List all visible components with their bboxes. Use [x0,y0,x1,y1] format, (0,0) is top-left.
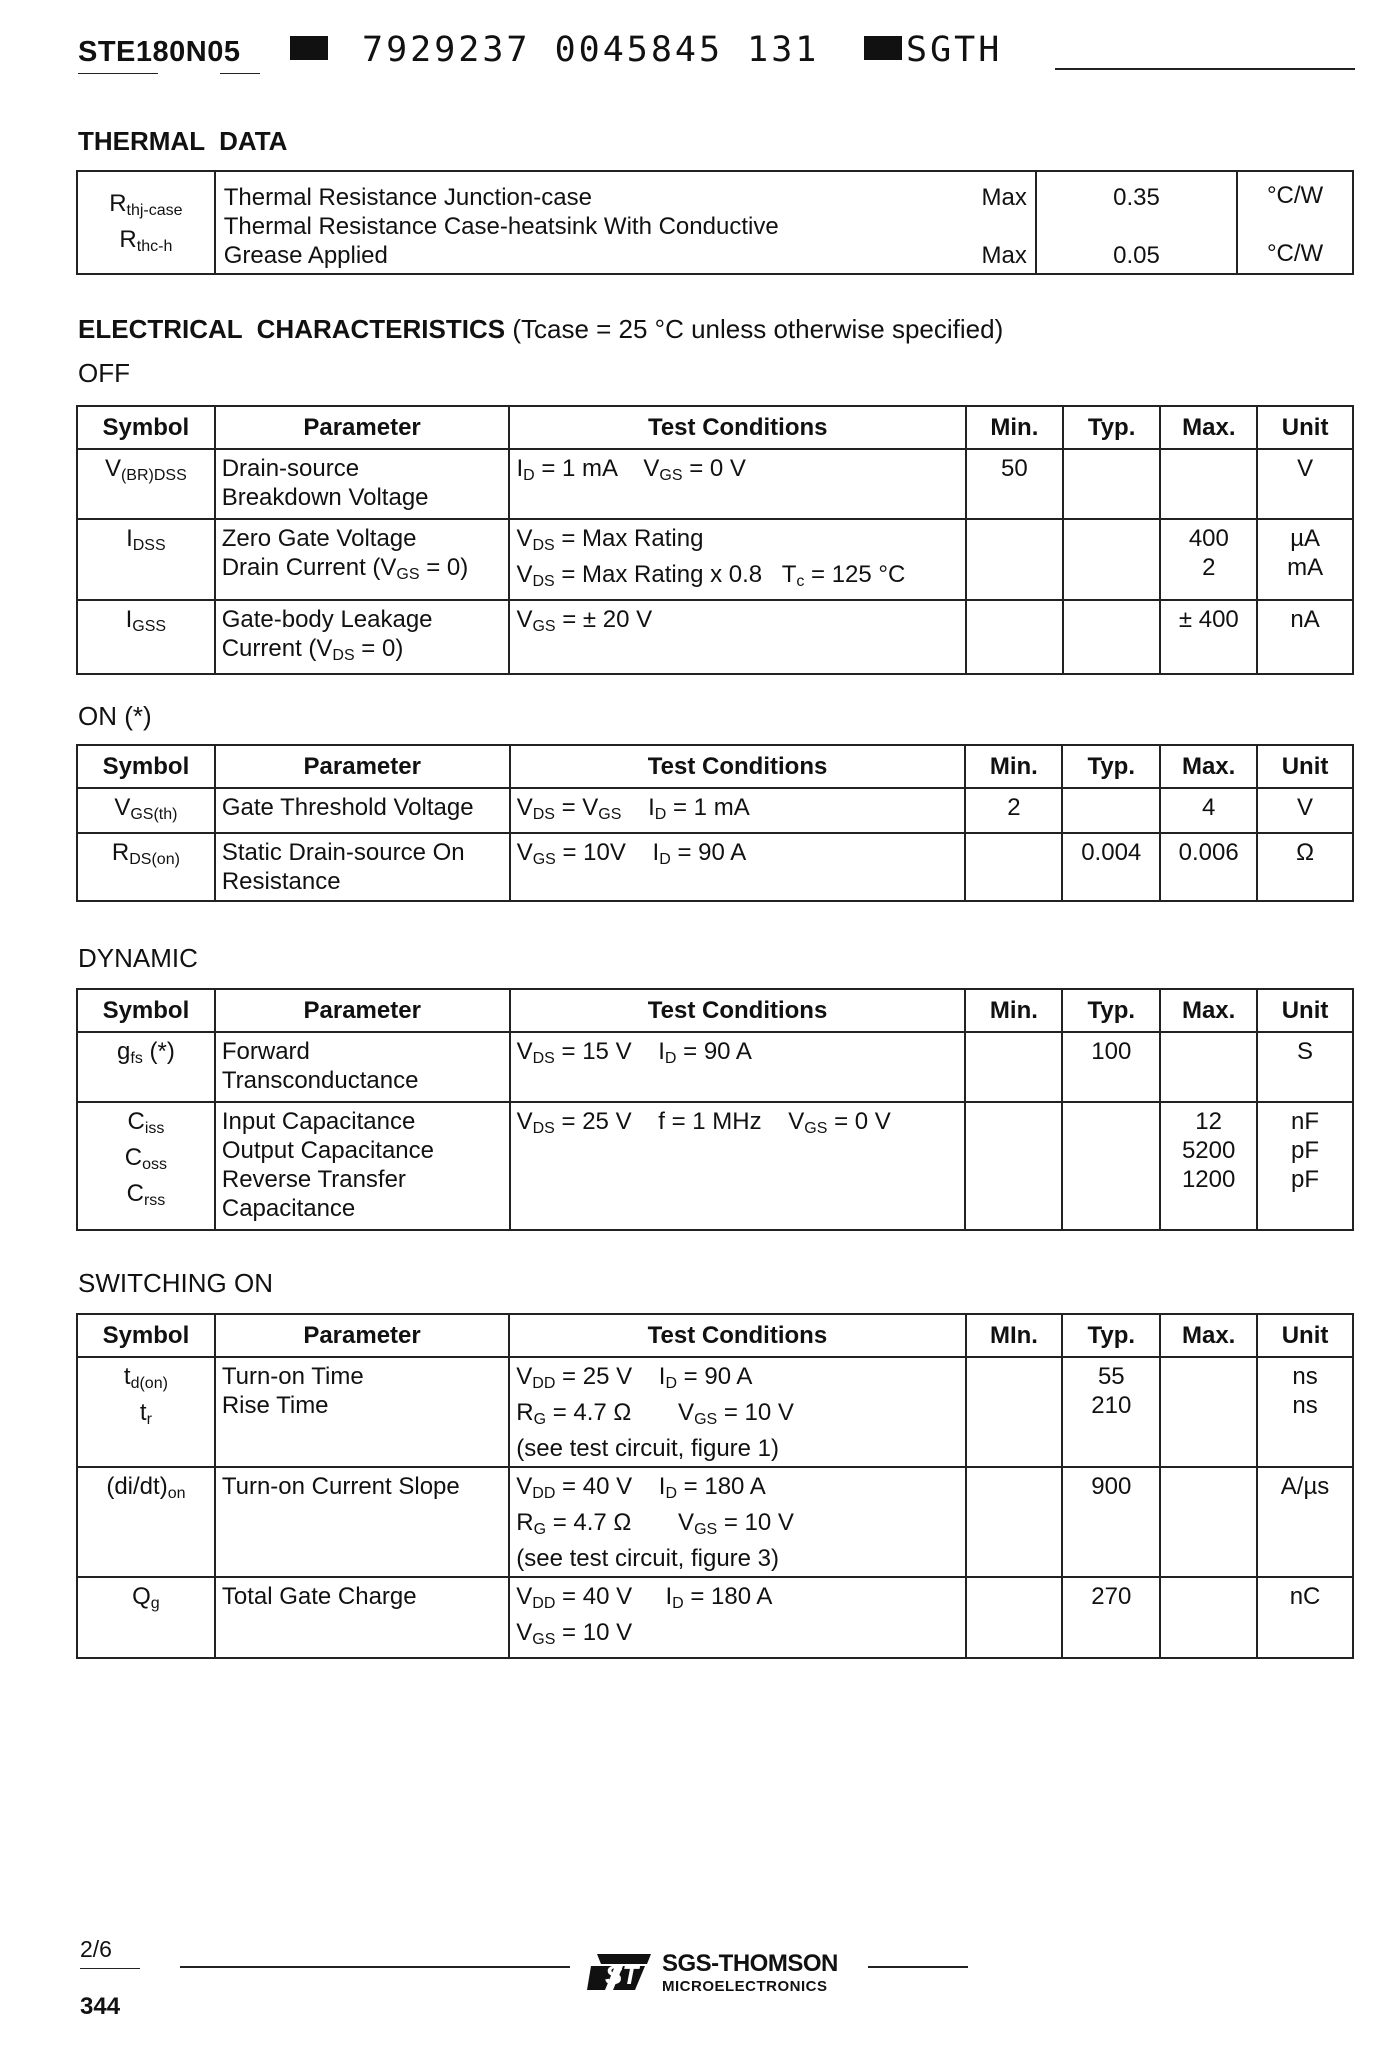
table-header-row [77,745,1353,788]
on-title: ON (*) [78,701,152,731]
col-header-unit: Unit [1257,406,1353,449]
min-value [965,1032,1062,1102]
typ-value: 0.004 [1062,833,1160,901]
param-line: Rise Time [221,1392,329,1419]
col-header-parameter: Parameter [215,1314,509,1357]
table-row [77,1032,1353,1102]
header-rule [1055,68,1355,70]
param-cell: Turn-on Current Slope [215,1467,509,1577]
col-header-parameter: Parameter [215,745,510,788]
min-value: 2 [965,788,1062,833]
thermal-values [1036,171,1237,274]
max-line: 12 [1195,1108,1222,1135]
col-header-max: Max. [1160,406,1257,449]
maker-code: SGTH [906,30,1003,70]
param-cell [215,449,510,519]
symbol-vgsth: $V_{GS(th)}$ [77,788,215,833]
min-value: 50 [966,449,1063,519]
symbol-switching-times [77,1357,215,1467]
max-value [1160,1357,1257,1467]
unit-value: Ω [1257,833,1353,901]
param-line: Resistance [221,868,341,895]
col-header-test: Test Conditions [510,989,966,1032]
test-line: $V_{DD} = 40$ V $I_D = 180$ A [516,1583,773,1612]
col-header-max: Max. [1160,989,1257,1032]
param-line: Current $(V_{DS} = 0)$ [221,635,404,664]
col-header-typ: Typ. [1063,406,1161,449]
symbol-tdon: $t_{d(on)}$ [123,1363,168,1392]
spacer [813,212,1027,241]
symbol-rthc-h: $R_{thc-h}$ [119,226,173,255]
header-underline-2 [220,73,260,74]
thermal-quals [805,171,1036,274]
test-cell [509,519,966,600]
footer-rule-left [180,1966,570,1968]
thermal-units [1237,171,1353,274]
col-header-test: Test Conditions [510,745,966,788]
min-value [966,1357,1063,1467]
max-value [1160,1577,1257,1658]
thermal-value-1: 0.35 [1113,184,1160,211]
dynamic-table [76,988,1354,1231]
param-cell: Total Gate Charge [215,1577,509,1658]
col-header-typ: Typ. [1062,745,1160,788]
thermal-qual-1: Max [981,184,1027,211]
thermal-row [77,171,1353,274]
param-cell: Gate Threshold Voltage [215,788,510,833]
typ-value: 100 [1062,1032,1160,1102]
on-table [76,744,1354,902]
typ-value: 270 [1062,1577,1160,1658]
symbol-vbrdss: $V_{(BR)DSS}$ [77,449,215,519]
max-line: 5200 [1181,1137,1236,1164]
test-line: $V_{DD} = 25$ V $I_D = 90$ A [516,1363,753,1392]
test-line: $V_{DS}$ = Max Rating [516,525,704,554]
off-title: OFF [78,358,130,388]
electrical-condition: (Tcase = 25 °C unless otherwise specified) [512,314,1004,344]
max-value [1160,1467,1257,1577]
col-header-parameter: Parameter [215,989,510,1032]
max-value: ± 400 [1160,600,1257,674]
unit-value [1257,1357,1353,1467]
table-header-row [77,406,1353,449]
col-header-min: Min. [965,989,1062,1032]
spacer [1045,212,1228,241]
table-row [77,1577,1353,1658]
col-header-symbol: Symbol [77,406,215,449]
param-line: Turn-on Time [221,1363,364,1390]
col-header-max: Max. [1160,1314,1257,1357]
test-line: $R_G = 4.7$ Ω $V_{GS} = 10$ V [516,1399,794,1428]
param-cell [215,519,510,600]
typ-value [1063,449,1161,519]
barcode-text: 7929237 0045845 131 [362,30,820,70]
thermal-param-1: Thermal Resistance Junction-case [223,184,592,211]
table-row [77,449,1353,519]
param-line: Breakdown Voltage [221,484,429,511]
param-line: Output Capacitance [221,1137,434,1164]
typ-value [1062,1357,1160,1467]
symbol-rthj-case: $R_{thj-case}$ [109,190,183,219]
col-header-parameter: Parameter [215,406,510,449]
max-value [1160,449,1257,519]
param-line: Zero Gate Voltage [221,525,417,552]
param-line: Gate-body Leakage [221,606,433,633]
min-value [966,519,1063,600]
col-header-symbol: Symbol [77,1314,215,1357]
symbol-gfs: $g_{fs}$ (*) [77,1032,215,1102]
test-line: (see test circuit, figure 3) [516,1545,780,1572]
symbol-didt: $(di/dt)_{on}$ [77,1467,215,1577]
switching-table [76,1313,1354,1659]
param-line: Transconductance [221,1067,419,1094]
typ-value: 900 [1062,1467,1160,1577]
header-black-block-2 [864,36,902,60]
test-cell [509,600,966,674]
table-row [77,1102,1353,1230]
param-line: Capacitance [221,1195,356,1222]
test-line: (see test circuit, figure 1) [516,1435,780,1462]
max-line: 1200 [1181,1166,1236,1193]
symbol-coss: $C_{oss}$ [124,1144,168,1173]
footer-page-number: 344 [80,1993,121,2020]
symbol-ciss: $C_{iss}$ [127,1108,165,1137]
thermal-param-3: Grease Applied [223,242,388,269]
test-line: $I_D = 1$ mA $V_{GS} = 0$ V [516,455,746,484]
test-cell [509,449,966,519]
param-cell [215,833,510,901]
min-value [966,1467,1063,1577]
switching-title: SWITCHING ON [78,1268,273,1298]
table-row [77,788,1353,833]
unit-line: pF [1291,1166,1320,1193]
unit-value [1257,1102,1353,1230]
col-header-symbol: Symbol [77,745,215,788]
test-line: $V_{DD} = 40$ V $I_D = 180$ A [516,1473,766,1502]
unit-line: mA [1287,554,1324,581]
param-line: Forward [221,1038,310,1065]
header-black-block-1 [290,36,328,60]
param-line: Drain-source [221,455,360,482]
electrical-title: ELECTRICAL CHARACTERISTICS [78,314,506,344]
test-line: $V_{GS}$ = ± 20 V [516,606,653,635]
table-header-row [77,1314,1353,1357]
thermal-unit-1: °C/W [1266,182,1324,209]
thermal-param-2: Thermal Resistance Case-heatsink With Conductive [223,213,779,240]
table-row [77,1467,1353,1577]
unit-line: nF [1291,1108,1320,1135]
max-line: 400 [1188,525,1229,552]
max-value: 0.006 [1160,833,1257,901]
max-line: 2 [1202,554,1216,581]
unit-value: nC [1257,1577,1353,1658]
thermal-title: THERMAL DATA [78,126,288,156]
table-row [77,600,1353,674]
col-header-test: Test Conditions [509,406,966,449]
max-value [1160,1032,1257,1102]
max-value [1160,519,1257,600]
typ-line: 210 [1091,1392,1132,1419]
symbol-rdson: $R_{DS(on)}$ [77,833,215,901]
typ-line: 55 [1097,1363,1125,1390]
st-logo-text: ST [605,1960,639,1990]
param-line: Reverse Transfer [221,1166,406,1193]
param-line: Input Capacitance [221,1108,416,1135]
header-underline-1 [78,73,158,74]
col-header-min: Min. [966,406,1063,449]
test-cell [509,1577,965,1658]
unit-value [1257,519,1353,600]
min-value [966,1577,1063,1658]
unit-line: ns [1292,1363,1318,1390]
test-cell [509,1357,965,1467]
unit-value: A/µs [1257,1467,1353,1577]
test-line: $V_{DS}$ = Max Rating x 0.8 $T_c = 125$ °C [516,561,906,590]
col-header-unit: Unit [1257,745,1353,788]
table-row [77,1357,1353,1467]
spacer [1246,210,1344,239]
param-line: Drain Current $(V_{GS} = 0)$ [221,554,469,583]
unit-value: V [1257,449,1353,519]
col-header-unit: Unit [1257,989,1353,1032]
table-row [77,519,1353,600]
thermal-qual-2: Max [981,242,1027,269]
st-logo [585,1950,657,1997]
brand-name: SGS-THOMSON [662,1950,838,1977]
unit-value: S [1257,1032,1353,1102]
footer-page-indicator: 2/6 [80,1936,112,1962]
brand-subtitle: MICROELECTRONICS [662,1978,828,1995]
col-header-typ: Typ. [1062,989,1160,1032]
unit-line: pF [1291,1137,1320,1164]
test-cell [509,1467,965,1577]
symbol-idss: $I_{DSS}$ [77,519,215,600]
footer-page-rule [80,1968,140,1969]
thermal-table [76,170,1354,275]
typ-value [1062,788,1160,833]
typ-value [1063,600,1161,674]
col-header-max: Max. [1160,745,1257,788]
col-header-symbol: Symbol [77,989,215,1032]
col-header-min: MIn. [966,1314,1063,1357]
min-value [965,1102,1062,1230]
col-header-unit: Unit [1257,1314,1353,1357]
col-header-typ: Typ. [1062,1314,1160,1357]
test-cell: $V_{DS} = 25$ V f = 1 MHz $V_{GS} = 0$ V [510,1102,966,1230]
param-cell [215,1357,509,1467]
electrical-heading [78,314,1003,345]
min-value [965,833,1062,901]
part-number: STE180N05 [78,36,241,68]
col-header-min: Min. [965,745,1062,788]
thermal-value-2: 0.05 [1113,242,1160,269]
symbol-tr: $t_r$ [139,1399,152,1428]
param-line: Static Drain-source On [221,839,465,866]
table-row [77,833,1353,901]
test-line: $V_{GS} = 10$ V [516,1619,633,1648]
typ-value [1063,519,1161,600]
dynamic-title: DYNAMIC [78,943,198,973]
thermal-symbols [77,171,215,274]
test-cell: $V_{DS} = V_{GS}$ $I_D = 1$ mA [510,788,966,833]
symbol-capacitances [77,1102,215,1230]
param-cell [215,600,510,674]
thermal-unit-2: °C/W [1266,240,1324,267]
typ-value [1062,1102,1160,1230]
thermal-params [215,171,805,274]
unit-value: nA [1257,600,1353,674]
unit-value: V [1257,788,1353,833]
col-header-test: Test Conditions [509,1314,965,1357]
test-cell: $V_{GS} = 10V$ $I_D = 90$ A [510,833,966,901]
st-logo-icon [585,1950,657,1992]
param-cell [215,1032,510,1102]
unit-line: µA [1290,525,1321,552]
symbol-qg: $Q_g$ [77,1577,215,1658]
symbol-crss: $C_{rss}$ [126,1180,166,1209]
footer-rule-right [868,1966,968,1968]
test-line: $R_G = 4.7$ Ω $V_{GS} = 10$ V [516,1509,794,1538]
min-value [966,600,1063,674]
symbol-igss: $I_{GSS}$ [77,600,215,674]
param-cell [215,1102,510,1230]
max-value: 4 [1160,788,1257,833]
off-table [76,405,1354,675]
table-header-row [77,989,1353,1032]
test-cell: $V_{DS} = 15$ V $I_D = 90$ A [510,1032,966,1102]
max-value [1160,1102,1257,1230]
unit-line: ns [1292,1392,1318,1419]
